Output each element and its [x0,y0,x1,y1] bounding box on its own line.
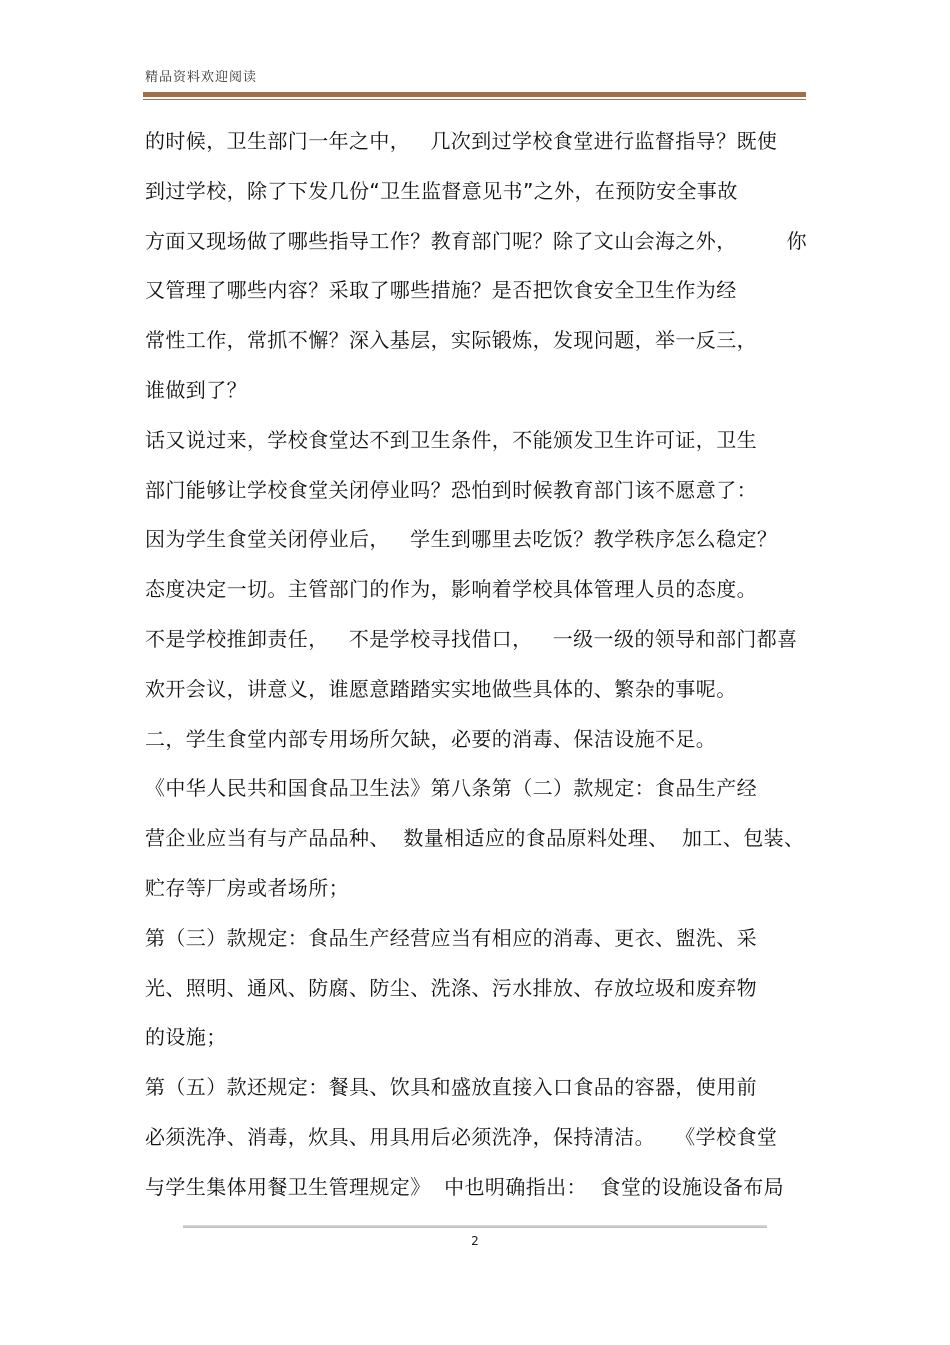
text-line: 话又说过来，学校食堂达不到卫生条件，不能颁发卫生许可证，卫生 [145,427,757,452]
header-title: 精品资料欢迎阅读 [145,70,258,85]
text-line: 的设施； [145,1025,227,1050]
header-rule-thin [143,99,806,100]
text-line: 到过学校，除了下发几份“卫生监督意见书”之外，在预防安全事故 [145,178,738,203]
text-line [145,220,807,270]
text-line: 态度决定一切。主管部门的作为，影响着学校具体管理人员的态度。 [145,577,757,602]
text-line: 不是学校推卸责任， 不是学校寻找借口， 一级一级的领导和部门都喜 [145,626,798,651]
text-line: 谁做到了？ [145,377,247,402]
text-line: 《中华人民共和国食品卫生法》第八条第（二）款规定：食品生产经 [145,776,757,801]
text-line: 二，学生食堂内部专用场所欠缺，必要的消毒、保洁设施不足。 [145,726,717,751]
text-line: 营企业应当有与产品品种、 数量相适应的食品原料处理、 加工、包装、 [145,826,805,851]
text-line: 又管理了哪些内容？采取了哪些措施？是否把饮食安全卫生作为经 [145,278,737,303]
text-line: 第（五）款还规定：餐具、饮具和盛放直接入口食品的容器，使用前 [145,1075,757,1100]
text-line: 欢开会议，讲意义，谁愿意踏踏实实地做些具体的、繁杂的事呢。 [145,676,737,701]
document-body [145,120,810,1216]
text-line: 贮存等厂房或者场所； [145,875,349,900]
text-line: 必须洗净、消毒，炊具、用具用后必须洗净，保持清洁。 《学校食堂 [145,1124,778,1149]
text-line: 光、照明、通风、防腐、防尘、洗涤、污水排放、存放垃圾和废弃物 [145,975,757,1000]
header-rule [143,92,806,97]
text-line: 第（三）款规定：食品生产经营应当有相应的消毒、更衣、盥洗、采 [145,925,757,950]
text-line: 因为学生食堂关闭停业后， 学生到哪里去吃饭？教学秩序怎么稳定？ [145,527,778,552]
text-line: 常性工作，常抓不懈？深入基层，实际锻炼，发现问题，举一反三， [145,328,757,353]
text-line-part: 方面又现场做了哪些指导工作？教育部门呢？除了文山会海之外， [145,228,737,253]
text-line-part: 你 [786,228,807,253]
text-line: 的时候，卫生部门一年之中， 几次到过学校食堂进行监督指导？既使 [145,129,778,153]
footer-rule [183,1225,767,1228]
text-line: 与学生集体用餐卫生管理规定》 中也明确指出： 食堂的设施设备布局 [145,1174,785,1199]
page-number: 2 [471,1234,479,1248]
text-line: 部门能够让学校食堂关闭停业吗？恐怕到时候教育部门该不愿意了： [145,477,757,502]
